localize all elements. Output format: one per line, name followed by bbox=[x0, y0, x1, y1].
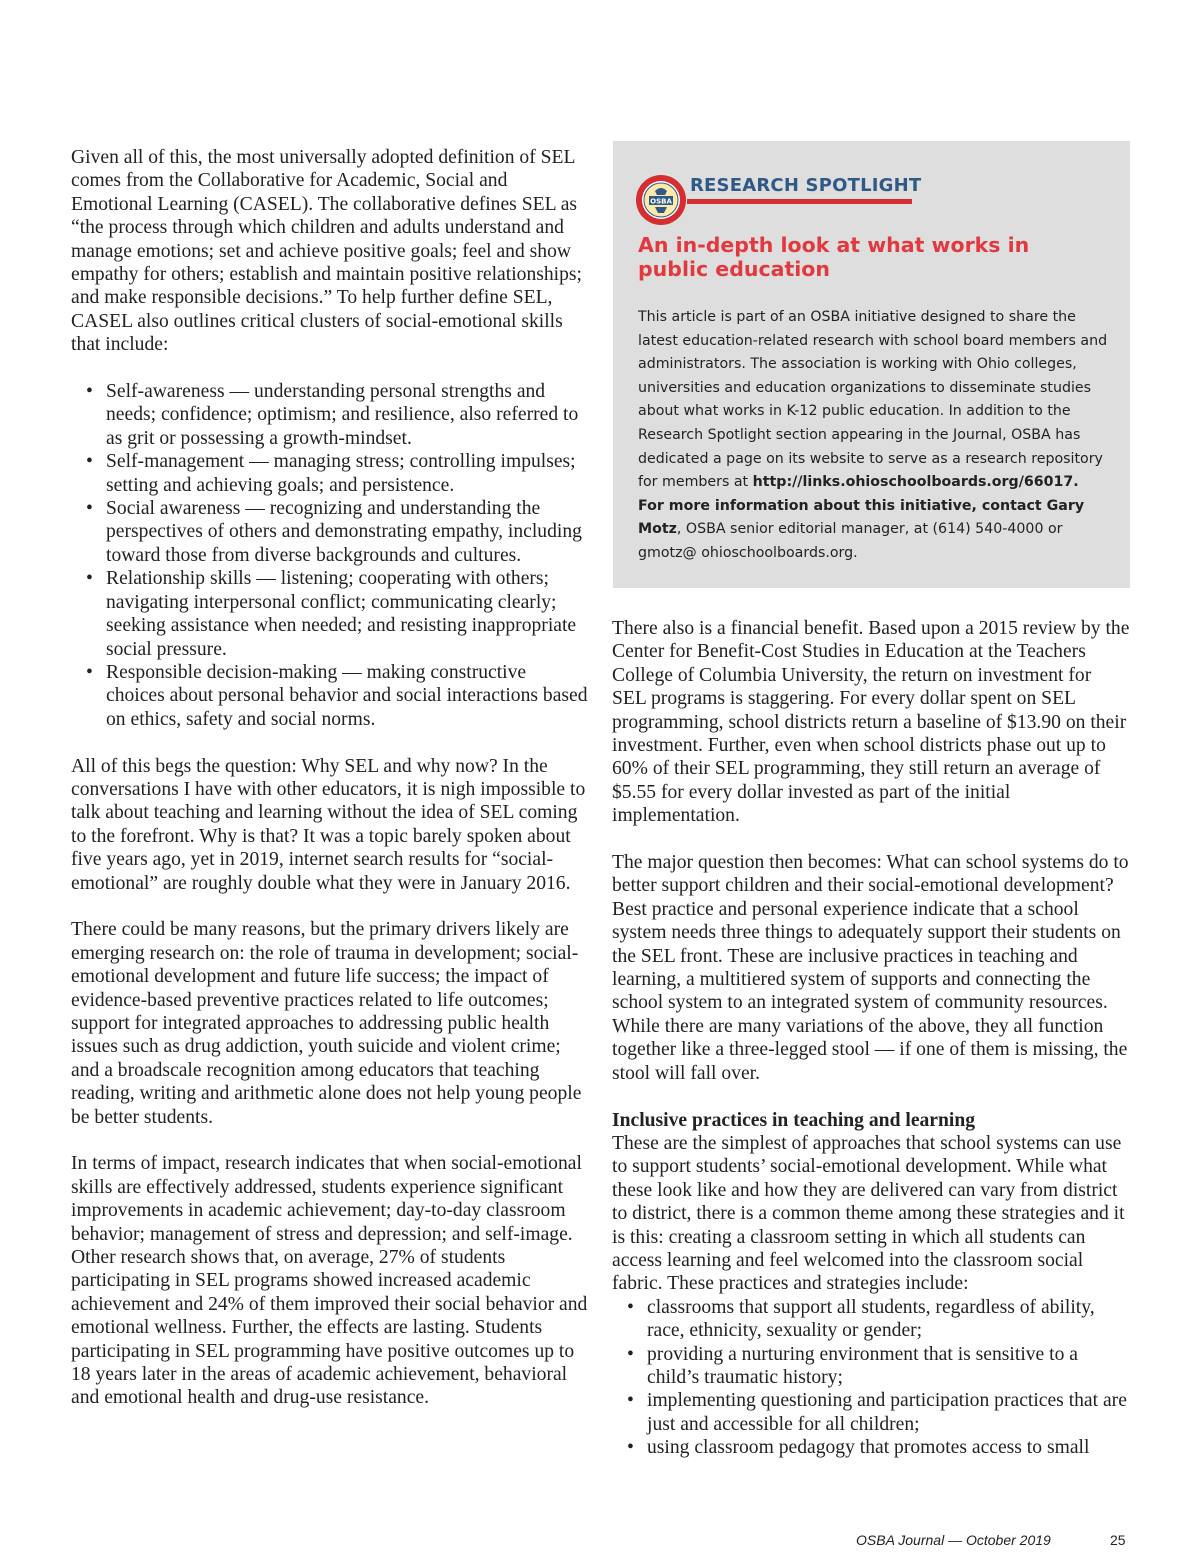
spotlight-rule bbox=[687, 199, 912, 204]
list-item: • classrooms that support all students, regardless of ability, race, ethnicity, sexuality or gender; bbox=[647, 1296, 1130, 1343]
footer-journal-title: OSBA Journal — October 2019 bbox=[856, 1532, 1051, 1548]
right-paragraph-3: These are the simplest of approaches that school systems can use to support students’ social-emotional development. While what these look like and how they are delivered can vary from district to district, there is a common theme among these strategies and it is this: creating a classroom setting in which all students can access learning and feel welcomed into the classroom social fabric. These practices and strategies include: bbox=[612, 1132, 1125, 1295]
spotlight-link[interactable]: http://links.ohioschoolboards.org/66017 bbox=[752, 474, 1074, 491]
list-item: • providing a nurturing environment that is sensitive to a child’s traumatic history; bbox=[647, 1343, 1130, 1390]
spotlight-contact-name: Gary Motz bbox=[638, 497, 1085, 538]
spotlight-label: RESEARCH SPOTLIGHT bbox=[690, 175, 922, 196]
page-number: 25 bbox=[1110, 1532, 1126, 1548]
right-paragraph-1: There also is a financial benefit. Based upon a 2015 review by the Center for Benefit-Cost Studies in Education at the Teachers College of Columbia University, the return on investment for SEL programs is staggering. For every dollar spent on SEL programming, school districts return a baseline of $13.90 on their investment. Further, even when school districts phase out up to 60% of their SEL programming, they still return an average of $5.55 for every dollar invested as part of the initial implementation. bbox=[612, 618, 1130, 827]
left-paragraph-3: There could be many reasons, but the primary drivers likely are emerging research on: the role of trauma in development; social-emotional development and future life success; the impact of evidence-based preventive practices related to life outcomes; support for integrated approaches to addressing public health issues such as drug addiction, youth suicide and violent crime; and a broadscale recognition among educators that teaching reading, writing and arithmetic alone does not help young people be better students. bbox=[71, 919, 582, 1128]
section-subheading: Inclusive practices in teaching and learning bbox=[612, 1109, 976, 1131]
right-paragraph-2: The major question then becomes: What can school systems do to better support children and their social-emotional development? Best practice and personal experience indicate that a school system needs three things to adequately support their students on the SEL front. These are inclusive practices in teaching and learning, a multitiered system of supports and connecting the school system to an integrated system of community resources. While there are many variations of the above, they all function together like a three-legged stool — if one of them is missing, the stool will fall over. bbox=[612, 852, 1129, 1084]
left-column bbox=[71, 146, 589, 1433]
spotlight-body-end: , OSBA senior editorial manager, at (614) 540-4000 or gmotz@ ohioschoolboards.org. bbox=[638, 521, 1063, 561]
right-column bbox=[612, 617, 1130, 1460]
list-item: • Relationship skills — listening; cooperating with others; navigating interpersonal conflict; communicating clearly; seeking assistance when needed; and resisting inappropriate social pressure. bbox=[106, 567, 589, 661]
list-item: • using classroom pedagogy that promotes access to small bbox=[647, 1436, 1130, 1459]
spotlight-body-intro: This article is part of an OSBA initiative designed to share the latest education-related research with school board members and administrators. The association is working with Ohio colleges, universities and education organizations to disseminate studies about what works in K-12 public education. In addition to the Research Spotlight section appearing in the Journal, OSBA has dedicated a page on its website to serve as a research repository for members at bbox=[638, 309, 1108, 491]
seal-lettering: OSBA bbox=[650, 197, 672, 206]
list-item: • Self-awareness — understanding personal strengths and needs; confidence; optimism; and resilience, also referred to as grit or possessing a growth-mindset. bbox=[106, 380, 589, 450]
list-item: • implementing questioning and participation practices that are just and accessible for all children; bbox=[647, 1389, 1130, 1436]
sel-skills-list bbox=[71, 380, 589, 731]
osba-seal-icon bbox=[635, 174, 687, 226]
list-item: • Self-management — managing stress; controlling impulses; setting and achieving goals; and persistence. bbox=[106, 450, 589, 497]
spotlight-body bbox=[638, 306, 1108, 566]
inclusive-practices-list bbox=[612, 1296, 1130, 1460]
spotlight-headline: An in-depth look at what works in public education bbox=[638, 233, 1030, 281]
list-item: • Responsible decision-making — making constructive choices about personal behavior and social interactions based on ethics, safety and social norms. bbox=[106, 661, 589, 731]
left-paragraph-1: Given all of this, the most universally adopted definition of SEL comes from the Collaborative for Academic, Social and Emotional Learning (CASEL). The collaborative defines SEL as “the process through which children and adults understand and manage emotions; set and achieve positive goals; feel and show empathy for others; establish and maintain positive relationships; and make responsible decisions.” To help further define SEL, CASEL also outlines critical clusters of social-emotional skills that include: bbox=[71, 147, 582, 356]
research-spotlight-box bbox=[613, 141, 1130, 588]
left-paragraph-4: In terms of impact, research indicates that when social-emotional skills are effectively addressed, students experience significant improvements in academic achievement; day-to-day classroom behavior; management of stress and depression; and self-image. Other research shows that, on average, 27% of students participating in SEL programs showed increased academic achievement and 24% of them improved their social behavior and emotional wellness. Further, the effects are lasting. Students participating in SEL programming have positive outcomes up to 18 years later in the areas of academic achievement, behavioral and emotional health and drug-use resistance. bbox=[71, 1153, 588, 1409]
list-item: • Social awareness — recognizing and understanding the perspectives of others and demonstrating empathy, including toward those from diverse backgrounds and cultures. bbox=[106, 497, 589, 567]
spotlight-body-mid: . For more information about this initiative, contact bbox=[638, 474, 1079, 514]
left-paragraph-2: All of this begs the question: Why SEL and why now? In the conversations I have with other educators, it is nigh impossible to talk about teaching and learning without the idea of SEL coming to the forefront. Why is that? It was a topic barely spoken about five years ago, yet in 2019, internet search results for “social-emotional” are roughly double what they were in January 2016. bbox=[71, 755, 586, 894]
